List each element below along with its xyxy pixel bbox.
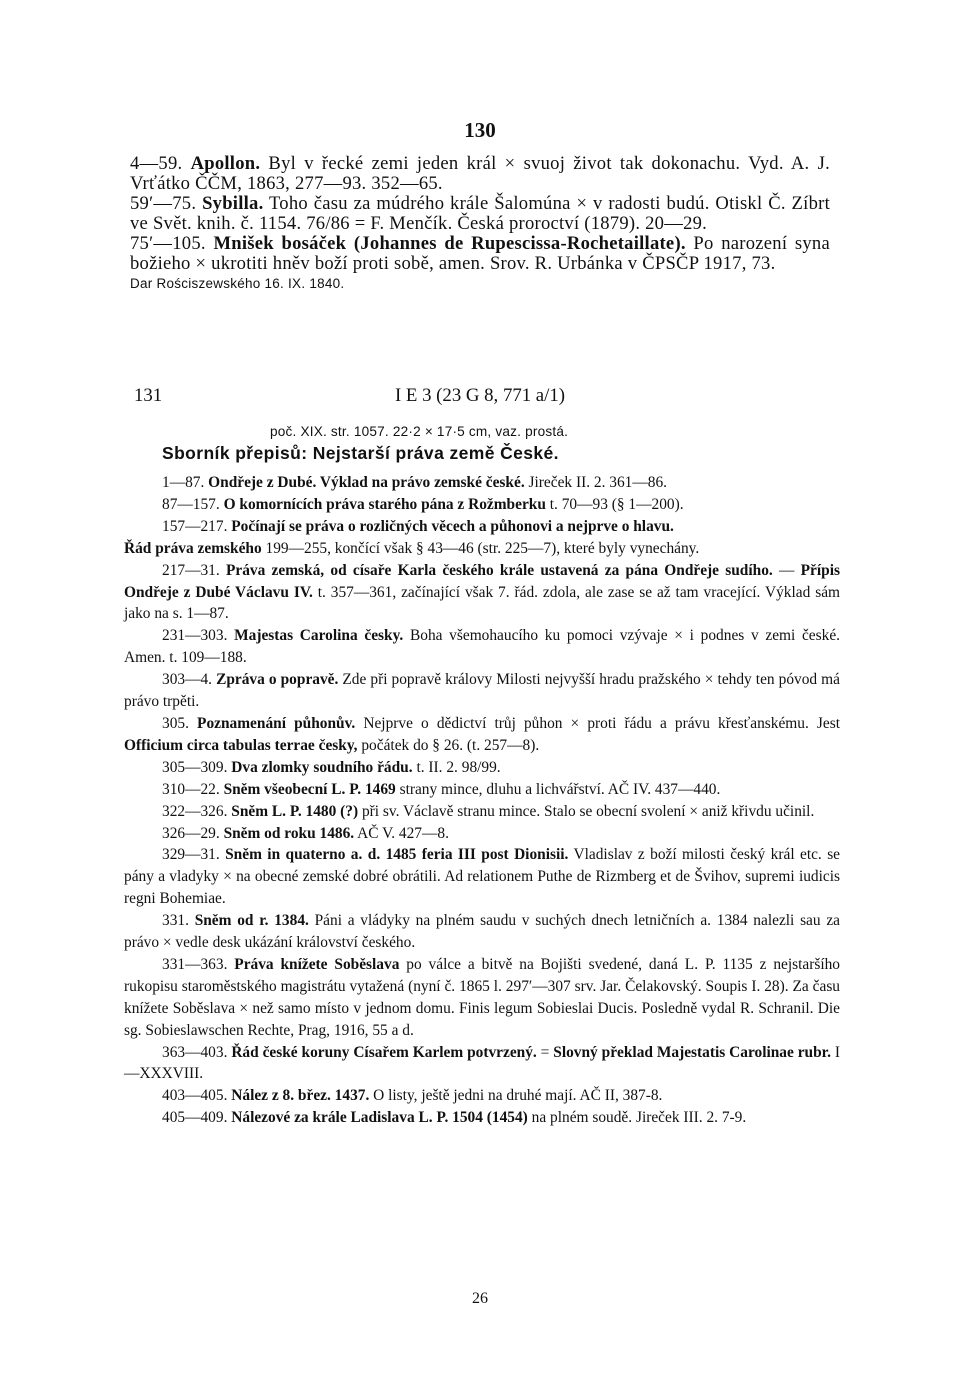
- item-text: Zde při popravě královy Milosti nejvyšší hradu pražského × tehdy ten póvod má právo trpěti.: [124, 671, 840, 711]
- item-heading: Řád české koruny Císařem Karlem potvrzený.: [231, 1043, 537, 1061]
- item-heading: Zpráva o popravě.: [216, 671, 339, 689]
- item-text: strany mince, dluhu a lichvářství. AČ IV. 437—440.: [395, 780, 721, 798]
- contents-item: [124, 823, 840, 845]
- contents-item: [124, 1042, 840, 1086]
- item-text: I—XXXVIII.: [124, 1043, 840, 1083]
- manuscript-title: Sborník přepisů: Nejstarší práva země České.: [162, 443, 559, 463]
- item-text: 199—255, končící však § 43—46 (str. 225—7), které byly vynechány.: [261, 539, 700, 557]
- contents-item: [124, 560, 840, 626]
- page-number: 130: [464, 118, 496, 142]
- item-text: Vladislav z boží milosti český král etc. se pány a vladyky × na obecné zemské dobré obrátili. Ad relationem Puthe de Rizmberg et de Švihov, supremi iudicis regni Bohemiae.: [124, 846, 841, 908]
- item-heading: Sněm in quaterno a. d. 1485 feria III post Dionisii.: [225, 846, 569, 864]
- item-text: 305—309.: [162, 758, 232, 776]
- contents-item: [124, 625, 840, 669]
- item-heading: Sněm od r. 1384.: [194, 912, 309, 930]
- item-text: Boha všemohaucího ku pomoci vzývaje × i podnes v zemi české. Amen. t. 109—188.: [124, 627, 840, 667]
- contents-list: [124, 472, 840, 1129]
- contents-item: [124, 1085, 840, 1107]
- item-text: AČ V. 427—8.: [354, 824, 449, 842]
- entry-number: 131: [134, 385, 163, 406]
- item-text: 331—363.: [162, 955, 235, 973]
- contents-item: [124, 844, 840, 910]
- item-text: 322—326.: [162, 802, 232, 820]
- contents-item: [124, 1107, 840, 1129]
- entry-line: 4—59. Apollon. Byl v řecké zemi jeden král × svuoj život tak dokonachu. Vyd. A. J. Vrťátko ČČM, 1863, 277—93. 352—65.: [130, 153, 831, 194]
- item-heading: Počínají se práva o rozličných věcech a půhonovi a nejprve o hlavu.: [231, 517, 674, 535]
- item-heading: Řád práva zemského: [124, 539, 262, 557]
- previous-entry-continuation: [130, 154, 830, 294]
- item-text: po válce a bitvě na Bojišti svedené, daná L. P. 1135 z nejstaršího rukopisu staroměstského magistrátu vytažená (nyní č. 1865 l. 297′—307 srv. Jar. Čelakovský. Soupis I. 28). Za času knížete Soběslava × než samo místo v jednom domu. Finis legum Sobieslai Ducis. Posledně vydal R. Schranil. Die sg. Sobieslawschen Rechte, Prag, 1916, 55 a d.: [124, 955, 840, 1039]
- item-text: 217—31.: [162, 561, 226, 579]
- item-text: Páni a vládyky na plném saudu v suchých dnech letničních a. 1384 nalezli sau za právo × vedle desk ukázání království českého.: [124, 912, 840, 952]
- entry-line: 75′—105. Mnišek bosáček (Johannes de Rupescissa-Rochetaillate). Po narození syna božieho × ukrotiti hněv boží proti sobě, amen. Srov. R. Urbánka v ČPSČP 1917, 73.: [130, 233, 830, 274]
- item-heading: Ondřeje z Dubé. Výklad na právo zemské české.: [208, 474, 525, 491]
- item-heading: Nález z 8. břez. 1437.: [231, 1087, 370, 1105]
- contents-item: [124, 713, 840, 757]
- physical-description: poč. XIX. str. 1057. 22·2 × 17·5 cm, vaz. prostá.: [270, 424, 569, 439]
- item-heading: Poznamenání půhonův.: [197, 714, 356, 732]
- item-heading: Práva knížete Soběslava: [234, 955, 400, 973]
- item-text: počátek do § 26. (t. 257—8).: [357, 736, 540, 754]
- item-heading: Práva zemská, od císaře Karla českého krále ustavená za pána Ondřeje sudího.: [225, 561, 773, 579]
- contents-item: [124, 801, 840, 823]
- item-heading: O komornících práva starého pána z Rožmberku: [223, 495, 546, 513]
- item-text: 305.: [162, 714, 198, 732]
- item-text: 326—29.: [162, 824, 224, 842]
- entry-header: [130, 385, 830, 409]
- entry-signature: I E 3 (23 G 8, 771 a/1): [394, 385, 566, 406]
- item-text: Nejprve o dědictví trůj půhon × proti řádu a právu křesťanskému. Jest: [355, 714, 840, 732]
- entry-line: 59′—75. Sybilla. Toho času za múdrého krále Šalomúna × v radosti budú. Otiskl Č. Zíbrt ve Svět. knih. č. 1154. 76/86 = F. Menčík. Česká proroctví (1879). 20—29.: [130, 193, 830, 234]
- item-heading: Nálezové za krále Ladislava L. P. 1504 (1454): [231, 1109, 528, 1127]
- contents-item: [124, 954, 840, 1042]
- item-text: t. 357—361, začínající však 7. řád. zdola, ale zase se až tam vracející. Výklad sám jako na s. 1—87.: [124, 583, 840, 623]
- item-text: Jireček II. 2. 361—86.: [524, 474, 667, 491]
- item-text: na plném soudě. Jireček III. 2. 7-9.: [527, 1109, 747, 1127]
- item-text: =: [536, 1043, 554, 1061]
- item-text: 310—22.: [162, 780, 224, 798]
- item-text: 157—217.: [162, 517, 232, 535]
- item-heading: Slovný překlad Majestatis Carolinae rubr.: [553, 1043, 831, 1061]
- item-text: 405—409.: [162, 1109, 232, 1127]
- item-text: —: [772, 561, 801, 579]
- item-heading: Dva zlomky soudního řádu.: [231, 758, 413, 776]
- item-heading: Majestas Carolina česky.: [234, 627, 404, 645]
- item-heading: Přípis Ondřeje z Dubé Václavu IV.: [124, 561, 840, 601]
- item-text: t. 70—93 (§ 1—200).: [545, 495, 684, 513]
- contents-item: [124, 757, 840, 779]
- item-text: 231—303.: [162, 627, 235, 645]
- contents-item: [124, 472, 840, 494]
- item-text: 1—87.: [162, 474, 209, 491]
- item-text: 403—405.: [162, 1087, 232, 1105]
- contents-item: [124, 910, 840, 954]
- contents-item: [124, 779, 840, 801]
- item-text: 87—157.: [162, 495, 224, 513]
- item-heading: Sněm od roku 1486.: [223, 824, 355, 842]
- item-heading: Sněm L. P. 1480 (?): [231, 802, 359, 820]
- contents-item: [124, 516, 840, 538]
- contents-item: [124, 538, 840, 560]
- item-text: 329—31.: [162, 846, 226, 864]
- item-heading: Sněm všeobecní L. P. 1469: [223, 780, 396, 798]
- donor-note: Dar Rościszewského 16. IX. 1840.: [130, 276, 345, 291]
- contents-item: [124, 494, 840, 516]
- item-text: 363—403.: [162, 1043, 232, 1061]
- item-text: 331.: [162, 912, 195, 930]
- item-text: t. II. 2. 98/99.: [412, 758, 501, 776]
- item-text: O listy, ještě jedni na druhé mají. AČ II, 387-8.: [369, 1087, 663, 1105]
- item-text: při sv. Václavě stranu mince. Stalo se obecní svolení × aniž křivdu učinil.: [358, 802, 815, 820]
- item-heading: Officium circa tabulas terrae česky,: [124, 736, 358, 754]
- contents-item: [124, 669, 840, 713]
- sheet-number: 26: [472, 1290, 488, 1307]
- item-text: 303—4.: [162, 671, 217, 689]
